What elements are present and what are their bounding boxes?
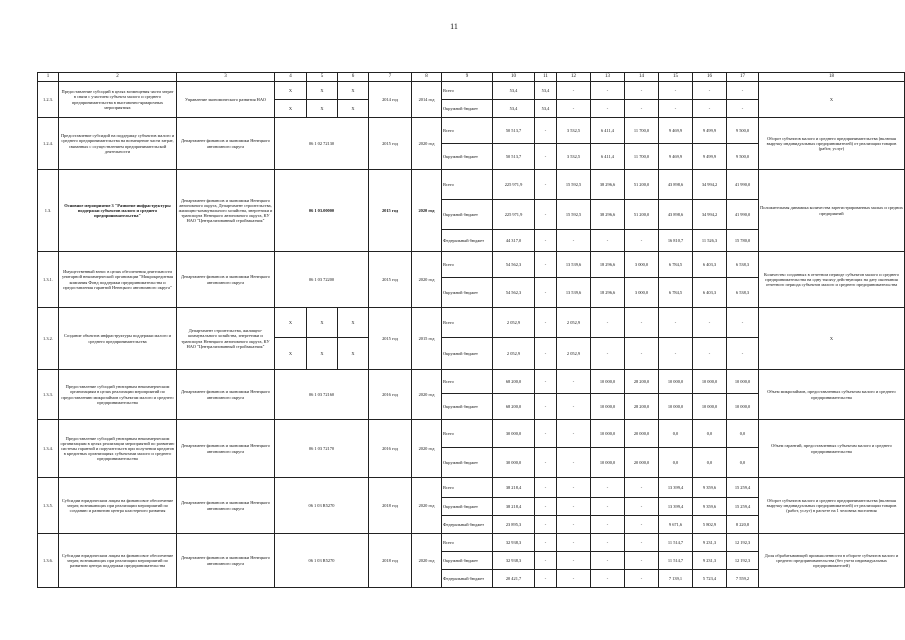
funding-year-value: 15 592,5 [557, 200, 591, 230]
funding-year-value: 9 500,0 [727, 118, 759, 144]
column-number: 7 [369, 73, 412, 82]
funding-total: 44 317,0 [493, 230, 535, 252]
funding-year-value: 3 532,5 [557, 144, 591, 170]
funding-year-value: - [591, 552, 625, 570]
column-number: 5 [307, 73, 338, 82]
funding-year-value: 6 403,3 [693, 278, 727, 308]
funding-year-value: 11 700,0 [625, 118, 659, 144]
funding-year-value: 0,0 [693, 420, 727, 448]
column-number: 10 [493, 73, 535, 82]
funding-year-value: 10 000,0 [727, 370, 759, 394]
funding-year-value: - [535, 308, 557, 338]
funding-year-value: 34 994,2 [693, 200, 727, 230]
target-indicator: Оборот субъектов малого и среднего предпринимательства (включая выручку индивидуальных предпринимателей) от реализации товаров (работ, услуг) [759, 118, 905, 170]
funding-year-value: 41 990,0 [727, 170, 759, 200]
row-number: 1.3.6. [38, 534, 59, 588]
measure-name: Основное мероприятие 3 "Развитие инфраструктуры поддержки субъектов малого и среднего предпринимательства" [59, 170, 177, 252]
funding-year-value: 51 200,0 [625, 200, 659, 230]
start-year: 2016 год [369, 420, 412, 478]
funding-year-value: 2 052,9 [557, 338, 591, 370]
funding-source: Окружной бюджет [442, 552, 493, 570]
funding-year-value: - [535, 144, 557, 170]
funding-year-value: 9 231,3 [693, 534, 727, 552]
funding-year-value: 15 259,4 [727, 498, 759, 516]
column-number: 17 [727, 73, 759, 82]
budget-code-mark: X [307, 338, 338, 370]
funding-year-value: 2 052,9 [557, 308, 591, 338]
funding-year-value: 5 802,9 [693, 516, 727, 534]
funding-year-value: - [535, 498, 557, 516]
funding-year-value: - [625, 534, 659, 552]
funding-source: Федеральный бюджет [442, 230, 493, 252]
funding-year-value: 18 296,6 [591, 278, 625, 308]
funding-year-value: 13 539,6 [557, 278, 591, 308]
funding-source: Окружной бюджет [442, 448, 493, 478]
funding-year-value: - [535, 170, 557, 200]
funding-year-value: - [535, 118, 557, 144]
budget-code: 06 1 03 72200 [275, 252, 369, 308]
funding-source: Всего [442, 420, 493, 448]
end-year: 2020 год [412, 252, 442, 308]
funding-year-value: 34 994,2 [693, 170, 727, 200]
funding-source: Федеральный бюджет [442, 570, 493, 588]
funding-year-value: 5 723,4 [693, 570, 727, 588]
funding-year-value: - [557, 534, 591, 552]
funding-year-value: 9 469,9 [659, 118, 693, 144]
budget-code: 06 1 02 72130 [275, 118, 369, 170]
funding-year-value: 9 671,6 [659, 516, 693, 534]
funding-year-value: 53,4 [535, 100, 557, 118]
funding-year-value: - [591, 516, 625, 534]
funding-year-value: 28 200,0 [625, 394, 659, 420]
funding-year-value: - [535, 552, 557, 570]
start-year: 2016 год [369, 370, 412, 420]
funding-year-value: - [557, 448, 591, 478]
budget-code: 06 1 03.00000 [275, 170, 369, 252]
row-number: 1.3.2. [38, 308, 59, 370]
end-year: 2020 год [412, 478, 442, 534]
table-row [38, 170, 905, 200]
funding-year-value: 11 700,0 [625, 144, 659, 170]
funding-year-value: 13 399,4 [659, 478, 693, 498]
budget-code-mark: X [275, 338, 307, 370]
funding-year-value: - [535, 370, 557, 394]
funding-year-value: 3 532,5 [557, 118, 591, 144]
end-year: 2020 год [412, 170, 442, 252]
column-number: 13 [591, 73, 625, 82]
funding-year-value: - [625, 478, 659, 498]
funding-year-value: - [535, 278, 557, 308]
funding-year-value: - [557, 370, 591, 394]
funding-year-value: - [557, 516, 591, 534]
row-number: 1.3.4. [38, 420, 59, 478]
funding-year-value: 16 810,7 [659, 230, 693, 252]
end-year: 2014 год [412, 82, 442, 118]
funding-year-value: - [693, 100, 727, 118]
row-number: 1.3. [38, 170, 59, 252]
executor: Управление экономического развития НАО [177, 82, 275, 118]
funding-total: 68 200,0 [493, 394, 535, 420]
funding-source: Окружной бюджет [442, 100, 493, 118]
measure-name: Субсидии юридическим лицам на финансовое обеспечение затрат, возникающих при реализации мероприятий по развитию центра поддержки предпринимательства [59, 534, 177, 588]
end-year: 2015 год [412, 308, 442, 370]
start-year: 2015 год [369, 170, 412, 252]
budget-code-mark: X [338, 82, 369, 100]
funding-source: Окружной бюджет [442, 338, 493, 370]
funding-year-value: 10 000,0 [693, 394, 727, 420]
funding-total: 50 513,7 [493, 144, 535, 170]
funding-year-value: - [591, 338, 625, 370]
table-row [38, 252, 905, 278]
funding-year-value: - [693, 338, 727, 370]
table-row [38, 534, 905, 552]
funding-year-value: 20 000,0 [625, 420, 659, 448]
funding-year-value: 7 559,2 [727, 570, 759, 588]
funding-total: 54 562,3 [493, 252, 535, 278]
funding-year-value: 6 411,4 [591, 118, 625, 144]
target-indicator: Доля обрабатывающей промышленности в обороте субъектов малого и среднего предпринимательства (без учета индивидуальных предпринимателей) [759, 534, 905, 588]
funding-year-value: - [535, 394, 557, 420]
column-number: 3 [177, 73, 275, 82]
funding-year-value: 20 000,0 [625, 448, 659, 478]
funding-year-value: - [591, 100, 625, 118]
target-indicator: Положительная динамика количества зарегистрированных малых и средних предприятий [759, 170, 905, 252]
funding-total: 32 938,3 [493, 534, 535, 552]
funding-year-value: 9 500,0 [727, 144, 759, 170]
measure-name: Предоставление субсидий в целях возмещения части затрат в связи с участием субъекта малого и среднего предпринимательства в выставочно-ярмарочных мероприятиях [59, 82, 177, 118]
funding-total: 32 938,3 [493, 552, 535, 570]
funding-total: 30 000,0 [493, 448, 535, 478]
measure-name: Имущественный взнос в целях обеспечения деятельности унитарной некоммерческой организации "Микрокредитная компания Фонд поддержки предпринимательства и предоставления гарантий Ненецкого автономного округа" [59, 252, 177, 308]
funding-year-value: 3 000,0 [625, 278, 659, 308]
funding-source: Всего [442, 170, 493, 200]
executor: Департамент финансов и экономики Ненецкого автономного округа [177, 478, 275, 534]
funding-source: Окружной бюджет [442, 278, 493, 308]
funding-year-value: 10 000,0 [591, 448, 625, 478]
funding-year-value: - [659, 338, 693, 370]
row-number: 1.3.3. [38, 370, 59, 420]
funding-year-value: 9 359,6 [693, 498, 727, 516]
measure-name: Субсидии юридическим лицам на финансовое обеспечение затрат, возникающих при реализации мероприятий по созданию и развитию центра кластерного развития [59, 478, 177, 534]
funding-year-value: - [557, 498, 591, 516]
funding-year-value: - [591, 308, 625, 338]
funding-year-value: 6 784,5 [659, 278, 693, 308]
table-row [38, 478, 905, 498]
funding-year-value: - [557, 100, 591, 118]
funding-year-value: - [535, 420, 557, 448]
funding-year-value: - [591, 498, 625, 516]
funding-year-value: 7 139,1 [659, 570, 693, 588]
funding-year-value: - [591, 534, 625, 552]
funding-source: Всего [442, 82, 493, 100]
funding-year-value: - [727, 82, 759, 100]
row-number: 1.2.4. [38, 118, 59, 170]
executor: Департамент финансов и экономики Ненецкого автономного округа [177, 118, 275, 170]
funding-year-value: 9 469,9 [659, 144, 693, 170]
funding-year-value: - [591, 230, 625, 252]
row-number: 1.3.1. [38, 252, 59, 308]
funding-year-value: - [557, 420, 591, 448]
funding-source: Окружной бюджет [442, 394, 493, 420]
executor: Департамент финансов и экономики Ненецкого автономного округа [177, 370, 275, 420]
budget-code-mark: X [275, 100, 307, 118]
funding-total: 2 052,9 [493, 338, 535, 370]
column-number: 1 [38, 73, 59, 82]
end-year: 2020 год [412, 420, 442, 478]
funding-source: Федеральный бюджет [442, 516, 493, 534]
executor: Департамент финансов и экономики Ненецкого автономного округа, Департамент строительства, жилищно-коммунального хозяйства, энергетики и транспорта Ненецкого автономного округа, КУ НАО "Централизованный стройзаказчик" [177, 170, 275, 252]
row-number: 1.3.5. [38, 478, 59, 534]
column-number: 9 [442, 73, 493, 82]
column-number: 16 [693, 73, 727, 82]
table-row [38, 82, 905, 100]
funding-year-value: 3 000,0 [625, 252, 659, 278]
funding-year-value: - [535, 200, 557, 230]
budget-code-mark: X [307, 308, 338, 338]
funding-year-value: - [625, 516, 659, 534]
funding-year-value: 15 592,5 [557, 170, 591, 200]
funding-year-value: - [557, 478, 591, 498]
budget-code-mark: X [338, 100, 369, 118]
column-number: 2 [59, 73, 177, 82]
funding-year-value: - [535, 478, 557, 498]
funding-year-value: 10 000,0 [591, 394, 625, 420]
funding-year-value: 10 000,0 [659, 394, 693, 420]
funding-year-value: - [659, 100, 693, 118]
funding-source: Всего [442, 534, 493, 552]
funding-year-value: 28 200,0 [625, 370, 659, 394]
funding-source: Всего [442, 370, 493, 394]
end-year: 2020 год [412, 370, 442, 420]
funding-year-value: 6 538,3 [727, 278, 759, 308]
funding-total: 54 562,3 [493, 278, 535, 308]
funding-year-value: 6 538,3 [727, 252, 759, 278]
funding-year-value: - [535, 516, 557, 534]
funding-year-value: - [625, 82, 659, 100]
target-indicator: Объем гарантий, предоставленных субъектам малого и среднего предпринимательства [759, 420, 905, 478]
funding-source: Окружной бюджет [442, 200, 493, 230]
budget-code: 06 1 03 72170 [275, 420, 369, 478]
funding-year-value: - [557, 552, 591, 570]
measure-name: Создание объектов инфраструктуры поддержки малого и среднего предпринимательства [59, 308, 177, 370]
funding-year-value: 18 296,6 [591, 252, 625, 278]
funding-year-value: - [591, 82, 625, 100]
funding-year-value: 43 898,6 [659, 170, 693, 200]
funding-source: Всего [442, 252, 493, 278]
funding-year-value: 51 200,0 [625, 170, 659, 200]
column-number: 11 [535, 73, 557, 82]
budget-table [37, 72, 905, 588]
funding-source: Окружной бюджет [442, 144, 493, 170]
funding-total: 38 218,4 [493, 498, 535, 516]
funding-year-value: 10 000,0 [591, 420, 625, 448]
budget-code-mark: X [275, 82, 307, 100]
funding-year-value: 6 403,3 [693, 252, 727, 278]
funding-year-value: - [659, 82, 693, 100]
measure-name: Предоставление субсидий унитарным некоммерческим организациям в целях реализации мероприятий по развитию системы гарантий и поручительств при получении кредитов в кредитных организациях субъектами малого и среднего предпринимательства [59, 420, 177, 478]
funding-total: 53,4 [493, 82, 535, 100]
funding-year-value: - [727, 308, 759, 338]
funding-year-value: - [727, 100, 759, 118]
funding-year-value: 10 000,0 [591, 370, 625, 394]
funding-total: 50 513,7 [493, 118, 535, 144]
executor: Департамент строительства, жилищно-коммунального хозяйства, энергетики и транспорта Ненецкого автономного округа, КУ НАО "Централизованный стройзаказчик" [177, 308, 275, 370]
funding-year-value: - [557, 82, 591, 100]
funding-year-value: 41 990,0 [727, 200, 759, 230]
funding-year-value: 6 411,4 [591, 144, 625, 170]
budget-code-mark: X [307, 100, 338, 118]
funding-year-value: 15 259,4 [727, 478, 759, 498]
table-row [38, 420, 905, 448]
funding-year-value: 38 296,6 [591, 170, 625, 200]
funding-year-value: 0,0 [693, 448, 727, 478]
column-number: 6 [338, 73, 369, 82]
funding-year-value: - [693, 82, 727, 100]
start-year: 2018 год [369, 534, 412, 588]
funding-year-value: 9 359,6 [693, 478, 727, 498]
funding-year-value: 11 514,7 [659, 534, 693, 552]
column-number: 4 [275, 73, 307, 82]
funding-year-value: - [535, 338, 557, 370]
funding-year-value: 0,0 [727, 420, 759, 448]
funding-total: 225 971,9 [493, 200, 535, 230]
funding-total: 53,4 [493, 100, 535, 118]
start-year: 2015 год [369, 252, 412, 308]
table-row [38, 308, 905, 338]
funding-year-value: - [625, 308, 659, 338]
funding-year-value: 0,0 [659, 420, 693, 448]
funding-year-value: - [535, 252, 557, 278]
funding-source: Всего [442, 308, 493, 338]
funding-year-value: - [727, 338, 759, 370]
column-number: 15 [659, 73, 693, 82]
funding-year-value: 8 220,8 [727, 516, 759, 534]
funding-total: 20 421,7 [493, 570, 535, 588]
funding-year-value: - [625, 230, 659, 252]
funding-total: 225 971,9 [493, 170, 535, 200]
start-year: 2018 год [369, 478, 412, 534]
table-row [38, 118, 905, 144]
executor: Департамент финансов и экономики Ненецкого автономного округа [177, 252, 275, 308]
budget-code: 06 1 03 72160 [275, 370, 369, 420]
target-indicator: X [759, 82, 905, 118]
row-number: 1.2.3. [38, 82, 59, 118]
target-indicator: X [759, 308, 905, 370]
funding-year-value: - [625, 498, 659, 516]
funding-year-value: 6 784,5 [659, 252, 693, 278]
funding-year-value: - [557, 394, 591, 420]
funding-year-value: - [693, 308, 727, 338]
page-number: 11 [450, 22, 458, 31]
funding-source: Всего [442, 478, 493, 498]
funding-year-value: - [557, 570, 591, 588]
budget-code: 06 1 03 R5270 [275, 478, 369, 534]
funding-source: Окружной бюджет [442, 498, 493, 516]
funding-year-value: - [535, 570, 557, 588]
funding-year-value: 10 000,0 [693, 370, 727, 394]
table-row [38, 370, 905, 394]
funding-year-value: - [557, 230, 591, 252]
funding-year-value: 0,0 [659, 448, 693, 478]
budget-code: 06 1 03 R5270 [275, 534, 369, 588]
executor: Департамент финансов и экономики Ненецкого автономного округа [177, 534, 275, 588]
funding-year-value: 38 296,6 [591, 200, 625, 230]
funding-year-value: 12 192,3 [727, 534, 759, 552]
budget-code-mark: X [338, 308, 369, 338]
column-number: 14 [625, 73, 659, 82]
budget-code-mark: X [338, 338, 369, 370]
funding-year-value: 10 000,0 [727, 394, 759, 420]
funding-year-value: 13 539,6 [557, 252, 591, 278]
column-number: 18 [759, 73, 905, 82]
end-year: 2020 год [412, 118, 442, 170]
measure-name: Предоставление субсидий унитарным некоммерческим организациям в целях реализации мероприятий по предоставлению микрозаймов субъектам малого и среднего предпринимательства [59, 370, 177, 420]
measure-name: Предоставление субсидий на поддержку субъектов малого и среднего предпринимательства на возмещение части затрат, связанных с осуществлением предпринимательской деятельности [59, 118, 177, 170]
executor: Департамент финансов и экономики Ненецкого автономного округа [177, 420, 275, 478]
budget-code-mark: X [307, 82, 338, 100]
funding-year-value: - [535, 534, 557, 552]
funding-source: Всего [442, 118, 493, 144]
budget-code-mark: X [275, 308, 307, 338]
funding-total: 23 895,3 [493, 516, 535, 534]
funding-total: 2 052,9 [493, 308, 535, 338]
target-indicator: Оборот субъектов малого и среднего предпринимательства (включая выручку индивидуальных предпринимателей) от реализации товаров (работ, услуг) в расчете на 1 человека населения [759, 478, 905, 534]
column-number: 8 [412, 73, 442, 82]
funding-year-value: - [591, 478, 625, 498]
funding-year-value: 53,4 [535, 82, 557, 100]
funding-year-value: 15 780,0 [727, 230, 759, 252]
target-indicator: Объем микрозаймов, предоставленных субъектам малого и среднего предпринимательства [759, 370, 905, 420]
column-number-row [38, 73, 905, 82]
funding-year-value: 9 499,9 [693, 144, 727, 170]
funding-year-value: - [535, 230, 557, 252]
funding-year-value: 43 898,6 [659, 200, 693, 230]
funding-year-value: 0,0 [727, 448, 759, 478]
funding-year-value: - [625, 338, 659, 370]
funding-total: 68 200,0 [493, 370, 535, 394]
funding-total: 30 000,0 [493, 420, 535, 448]
funding-year-value: 9 231,3 [693, 552, 727, 570]
funding-year-value: 13 399,4 [659, 498, 693, 516]
end-year: 2020 год [412, 534, 442, 588]
start-year: 2015 год [369, 118, 412, 170]
start-year: 2015 год [369, 308, 412, 370]
funding-year-value: 11 526,3 [693, 230, 727, 252]
funding-year-value: 9 499,9 [693, 118, 727, 144]
funding-year-value: 10 000,0 [659, 370, 693, 394]
funding-year-value: - [535, 448, 557, 478]
funding-year-value: 11 514,7 [659, 552, 693, 570]
funding-year-value: - [625, 100, 659, 118]
start-year: 2014 год [369, 82, 412, 118]
funding-total: 38 218,4 [493, 478, 535, 498]
funding-year-value: - [625, 552, 659, 570]
funding-year-value: - [659, 308, 693, 338]
funding-year-value: 12 192,3 [727, 552, 759, 570]
funding-year-value: - [591, 570, 625, 588]
column-number: 12 [557, 73, 591, 82]
target-indicator: Количество созданных в отчетном периоде субъектов малого и среднего предпринимательства на одну тысячу действующих на дату окончания отчетного периода субъектов малого и среднего предпринимательства [759, 252, 905, 308]
funding-year-value: - [625, 570, 659, 588]
